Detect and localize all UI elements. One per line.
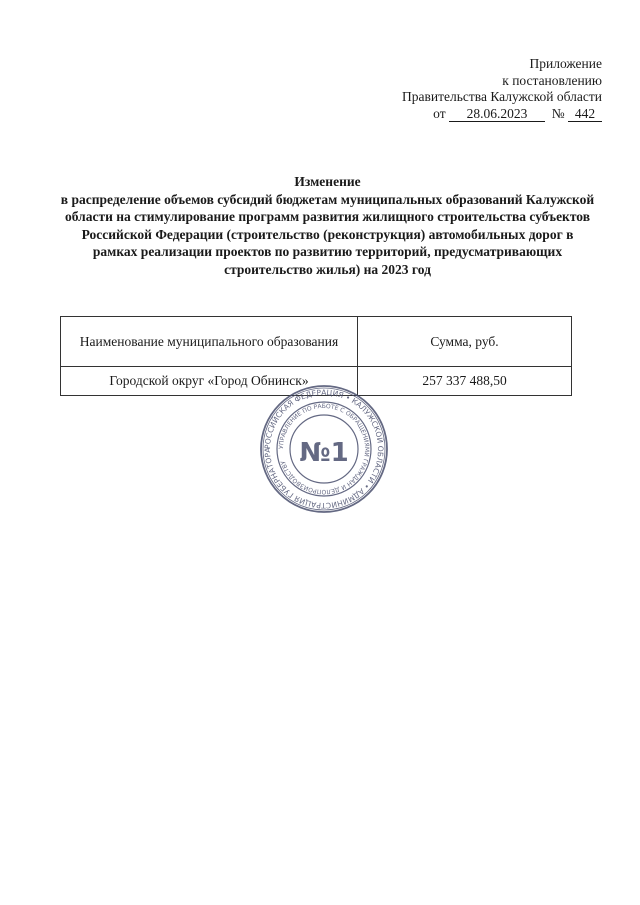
- header-municipality: Наименование муниципального образования: [61, 317, 358, 367]
- official-seal-stamp: [258, 383, 390, 515]
- title-heading: Изменение: [294, 174, 361, 189]
- cell-municipality: Городской округ «Город Обнинск»: [61, 367, 358, 396]
- table-header-row: [61, 317, 572, 367]
- annex-government: Правительства Калужской области: [401, 89, 602, 104]
- seal-number: №1: [299, 438, 349, 468]
- number-prefix: №: [551, 105, 565, 121]
- resolution-date: 28.06.2023: [449, 107, 545, 122]
- annex-resolution: к постановлению: [502, 72, 602, 88]
- resolution-number: 442: [568, 107, 602, 122]
- date-prefix: от: [433, 105, 446, 121]
- annex-block: [402, 56, 602, 122]
- cell-amount: 257 337 488,50: [358, 367, 572, 396]
- seal-inner-text: УПРАВЛЕНИЕ ПО РАБОТЕ С ОБРАЩЕНИЯМИ ГРАЖДАН И ДЕЛОПРОИЗВОДСТВУ: [277, 402, 371, 496]
- annex-label: Приложение: [529, 56, 602, 71]
- title-body: в распределение объемов субсидий бюджетам муниципальных образований Калужской области на стимулирование программ развития жилищного строительства субъектов Российской Федерации (строительство (реконструкция) автомобильных дорог в рамках реализации проектов по развитию территорий, предусматривающих строительство жилья) на 2023 год: [60, 191, 595, 277]
- seal-outer-text: РОССИЙСКАЯ ФЕДЕРАЦИЯ • КАЛУЖСКОЙ ОБЛАСТИ • АДМИНИСТРАЦИЯ ГУБЕРНАТОРА: [262, 387, 386, 511]
- annex-date-line: [402, 106, 602, 123]
- header-amount: Сумма, руб.: [358, 317, 572, 367]
- document-title: [60, 173, 595, 278]
